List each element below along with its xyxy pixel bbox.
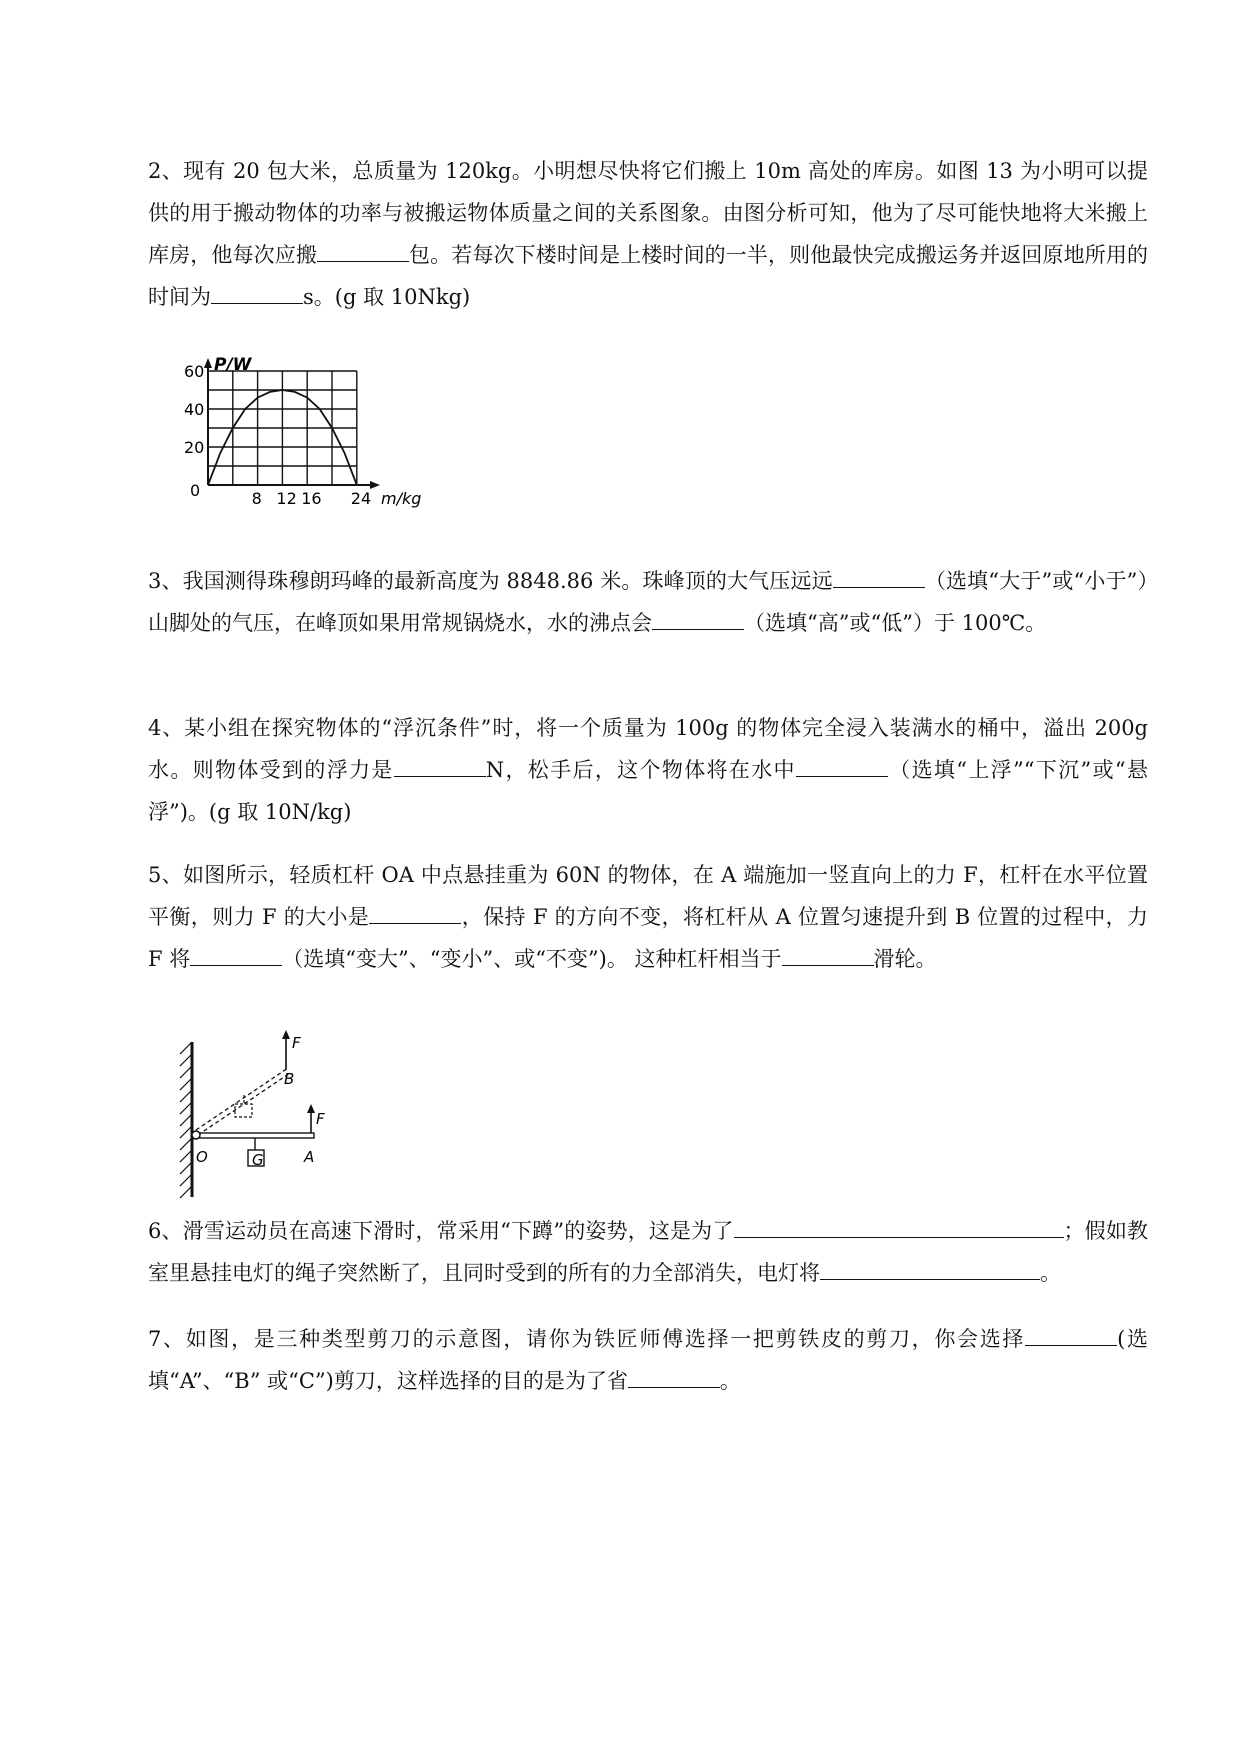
force-arrow-a-head	[307, 1104, 315, 1113]
label-b: B	[284, 1070, 295, 1088]
answer-blank[interactable]	[1025, 1323, 1117, 1346]
question-7	[148, 1318, 1148, 1402]
question-2-text-c: s。(g 取 10Nkg)	[303, 285, 471, 309]
answer-blank[interactable]	[652, 607, 744, 630]
wall-hatching	[180, 1042, 192, 1198]
answer-blank[interactable]	[796, 754, 888, 777]
y-axis-label: P/W	[214, 355, 252, 375]
question-2-text-a: 2、现有 20 包大米，总质量为 120kg。小明想尽快将它们搬上 10m 高处的库房。如图 13 为小明可以提供的用于搬动物体的功率与被搬运物体质量之间的关系图象。由图分析可知，他为了尽可能快地将大米搬上库房，他每次应搬	[148, 159, 1148, 267]
question-3-text-c: （选填“高”或“低”）于 100℃。	[744, 611, 1047, 635]
origin-label: 0	[190, 481, 201, 500]
answer-blank[interactable]	[820, 1257, 1040, 1280]
question-6-text-c: 。	[1040, 1261, 1061, 1285]
label-f-top: F	[292, 1034, 301, 1052]
y-tick-labels	[184, 362, 204, 457]
label-o: O	[196, 1148, 208, 1166]
question-4	[148, 707, 1148, 833]
force-arrow-b-head	[282, 1030, 290, 1039]
question-7-text-c: 。	[719, 1369, 741, 1393]
question-2	[148, 150, 1148, 318]
question-5-text-d: 滑轮。	[873, 947, 937, 971]
question-7-text-b: (选填“A”、“B” 或“C”)剪刀，这样选择的目的是为了省	[148, 1327, 1148, 1393]
y-axis-arrow	[204, 358, 212, 368]
question-4-text-c: （选填“上浮”“下沉”或“悬浮”)。(g 取 10N/kg)	[148, 758, 1148, 824]
label-a: A	[304, 1148, 315, 1166]
question-3-text-b: （选填“大于”或“小于”）山脚处的气压，在峰顶如果用常规锅烧水，水的沸点会	[148, 569, 1148, 635]
answer-blank[interactable]	[190, 943, 282, 966]
x-tick-label: 8	[251, 489, 262, 508]
label-f-right: F	[316, 1110, 325, 1128]
x-axis-arrow	[370, 481, 380, 489]
question-5-text-c: （选填“变大”、“变小”、或“不变”)。 这种杠杆相当于	[282, 947, 782, 971]
question-5-text-b: ，保持 F 的方向不变，将杠杆从 A 位置匀速提升到 B 位置的过程中，力 F 将	[148, 905, 1149, 971]
lever-bar-b-dashed	[196, 1068, 290, 1135]
lever-diagram	[168, 1012, 368, 1202]
x-tick-label: 16	[301, 489, 322, 508]
answer-blank[interactable]	[628, 1365, 720, 1388]
answer-blank[interactable]	[782, 943, 874, 966]
label-g: G	[252, 1151, 264, 1169]
y-tick-label: 40	[184, 400, 205, 419]
y-tick-label: 20	[184, 438, 205, 457]
power-mass-chart	[168, 352, 422, 512]
lever-bar-a	[196, 1133, 314, 1138]
answer-blank[interactable]	[317, 239, 409, 262]
answer-blank[interactable]	[833, 565, 925, 588]
question-5	[148, 854, 1148, 980]
x-tick-label: 12	[276, 489, 297, 508]
y-tick-label: 60	[184, 362, 205, 381]
question-6-text-b: ；假如教室里悬挂电灯的绳子突然断了，且同时受到的所有的力全部消失，电灯将	[148, 1219, 1148, 1285]
weight-block-dashed	[235, 1104, 252, 1117]
question-4-text-a: 4、某小组在探究物体的“浮沉条件”时，将一个质量为 100g 的物体完全浸入装满水的桶中，溢出 200g 水。则物体受到的浮力是	[148, 716, 1148, 782]
question-5-text-a: 5、如图所示，轻质杠杆 OA 中点悬挂重为 60N 的物体，在 A 端施加一竖直向上的力 F，杠杆在水平位置平衡，则力 F 的大小是	[148, 863, 1148, 929]
question-2-text-b: 包。若每次下楼时间是上楼时间的一半，则他最快完成搬运务并返回原地所用的时间为	[148, 243, 1149, 309]
x-tick-label: 24	[350, 489, 372, 508]
answer-blank[interactable]	[369, 901, 461, 924]
answer-blank[interactable]	[734, 1215, 1064, 1238]
chart-grid	[208, 371, 357, 485]
question-3	[148, 560, 1148, 644]
pivot-o	[192, 1131, 200, 1139]
answer-blank[interactable]	[394, 754, 486, 777]
question-6	[148, 1210, 1148, 1294]
x-tick-labels	[252, 489, 372, 508]
question-7-text-a: 7、如图，是三种类型剪刀的示意图，请你为铁匠师傅选择一把剪铁皮的剪刀，你会选择	[148, 1327, 1026, 1351]
answer-blank[interactable]	[211, 281, 303, 304]
question-4-text-b: N，松手后，这个物体将在水中	[485, 758, 796, 782]
x-axis-label: m/kg	[381, 489, 422, 508]
question-3-text-a: 3、我国测得珠穆朗玛峰的最新高度为 8848.86 米。珠峰顶的大气压远远	[148, 569, 833, 593]
question-6-text-a: 6、滑雪运动员在高速下滑时，常采用“下蹲”的姿势，这是为了	[148, 1219, 734, 1243]
